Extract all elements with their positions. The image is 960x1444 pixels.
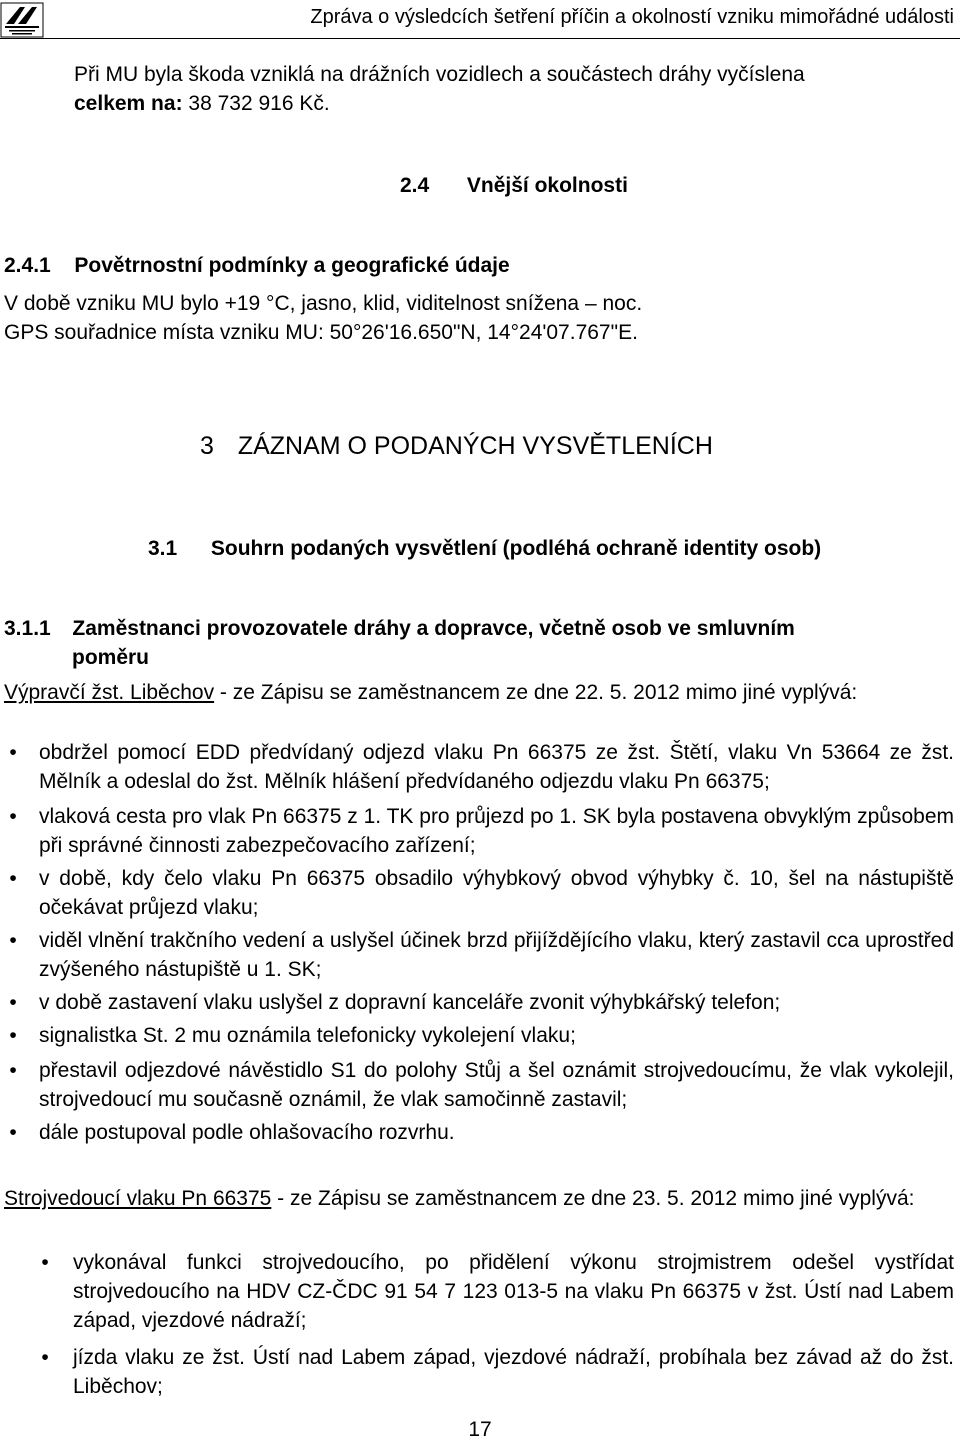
list-item xyxy=(4,1343,954,1401)
list-item-text: přestavil odjezdové návěstidlo S1 do polohy Stůj a šel oznámit strojvedoucímu, že vlak vykolejil, strojvedoucí mu současně oznámil, že vlak samočinně zastavil; xyxy=(39,1059,954,1111)
list-item-text: jízda vlaku ze žst. Ústí nad Labem západ, vjezdové nádraží, probíhala bez závad až do žst. Liběchov; xyxy=(73,1346,954,1398)
damage-total-label: celkem na: xyxy=(74,92,183,115)
dramni-inspekce-logo xyxy=(0,2,44,38)
bullet-icon: • xyxy=(9,1059,17,1082)
bullet-icon: • xyxy=(9,805,17,828)
vypravci-intro xyxy=(4,678,954,707)
list-item xyxy=(4,926,954,984)
section-3-1-1-heading xyxy=(4,614,795,672)
list-item xyxy=(4,1248,954,1335)
section-3-1-heading xyxy=(148,537,821,561)
bullet-icon: • xyxy=(9,741,17,764)
vypravci-bullet-list xyxy=(4,738,954,1147)
section-number: 3 xyxy=(200,432,214,460)
list-item-text: vykonával funkci strojvedoucího, po přidělení výkonu strojmistrem odešel vystřídat strojvedoucího na HDV CZ-ČDC 91 54 7 123 013-5 na vlaku Pn 66375 v žst. Ústí nad Labem západ, vjezdové nádraží; xyxy=(73,1251,954,1332)
bullet-icon: • xyxy=(9,1121,17,1144)
header-divider xyxy=(0,38,960,39)
list-item-text: vlaková cesta pro vlak Pn 66375 z 1. TK pro průjezd po 1. SK byla postavena obvyklým způsobem při správné činnosti zabezpečovacího zařízení; xyxy=(39,805,954,857)
section-2-4-heading xyxy=(400,174,628,198)
section-number: 3.1.1 xyxy=(4,617,51,640)
weather-line: V době vzniku MU bylo +19 °C, jasno, klid, viditelnost snížena – noc. xyxy=(4,292,643,315)
vypravci-person: Výpravčí žst. Liběchov xyxy=(4,681,215,704)
bullet-icon: • xyxy=(9,991,17,1014)
strojvedouci-intro xyxy=(4,1184,954,1213)
gps-line: GPS souřadnice místa vzniku MU: 50°26'16.650"N, 14°24'07.767"E. xyxy=(4,321,638,344)
list-item xyxy=(4,988,954,1017)
list-item xyxy=(4,738,954,796)
strojvedouci-bullet-list xyxy=(4,1248,954,1401)
damage-line-1: Při MU byla škoda vzniklá na drážních vozidlech a součástech dráhy vyčíslena xyxy=(74,63,805,86)
list-item xyxy=(4,802,954,860)
section-title: ZÁZNAM O PODANÝCH VYSVĚTLENÍCH xyxy=(237,432,713,460)
list-item-text: viděl vlnění trakčního vedení a uslyšel účinek brzd přijíždějícího vlaku, který zastavil cca uprostřed zvýšeného nástupiště u 1. SK; xyxy=(39,929,954,981)
section-title: Povětrnostní podmínky a geografické údaje xyxy=(74,254,510,277)
page-number: 17 xyxy=(468,1418,492,1441)
section-title: Vnější okolnosti xyxy=(466,174,628,197)
section-2-4-1-heading xyxy=(4,254,510,278)
damage-line-2 xyxy=(4,89,954,118)
bullet-icon: • xyxy=(41,1251,49,1274)
strojvedouci-person: Strojvedoucí vlaku Pn 66375 xyxy=(4,1187,272,1210)
section-3-heading xyxy=(200,432,713,461)
section-title-line-1: Zaměstnanci provozovatele dráhy a dopravce, včetně osob ve smluvním xyxy=(72,617,795,640)
list-item xyxy=(4,1118,954,1147)
section-number: 2.4 xyxy=(400,174,430,197)
list-item-text: v době zastavení vlaku uslyšel z dopravní kanceláře zvonit výhybkářský telefon; xyxy=(39,991,781,1014)
header-title: Zpráva o výsledcích šetření příčin a okolností vzniku mimořádné události xyxy=(310,6,954,28)
list-item-text: v době, kdy čelo vlaku Pn 66375 obsadilo výhybkový obvod výhybky č. 10, šel na nástupiště očekávat průjezd vlaku; xyxy=(39,867,954,919)
bullet-icon: • xyxy=(9,867,17,890)
bullet-icon: • xyxy=(41,1346,49,1369)
strojvedouci-intro-text: - ze Zápisu se zaměstnancem ze dne 23. 5. 2012 mimo jiné vyplývá: xyxy=(271,1187,915,1210)
damage-total-value: 38 732 916 Kč. xyxy=(182,92,330,115)
bullet-icon: • xyxy=(9,929,17,952)
section-title-line-2: poměru xyxy=(72,646,150,669)
section-number: 3.1 xyxy=(148,537,178,560)
list-item xyxy=(4,1021,954,1050)
section-number: 2.4.1 xyxy=(4,254,51,277)
list-item-text: signalistka St. 2 mu oznámila telefonicky vykolejení vlaku; xyxy=(39,1024,576,1047)
bullet-icon: • xyxy=(9,1024,17,1047)
section-title: Souhrn podaných vysvětlení (podléhá ochraně identity osob) xyxy=(210,537,822,560)
damage-paragraph xyxy=(4,60,954,118)
vypravci-intro-text: - ze Zápisu se zaměstnancem ze dne 22. 5. 2012 mimo jiné vyplývá: xyxy=(214,681,858,704)
list-item xyxy=(4,1056,954,1114)
list-item xyxy=(4,864,954,922)
list-item-text: obdržel pomocí EDD předvídaný odjezd vlaku Pn 66375 ze žst. Štětí, vlaku Vn 53664 ze žst. Mělník a odeslal do žst. Mělník hlášení předvídaného odjezdu vlaku Pn 66375; xyxy=(39,741,954,793)
list-item-text: dále postupoval podle ohlašovacího rozvrhu. xyxy=(39,1121,455,1144)
